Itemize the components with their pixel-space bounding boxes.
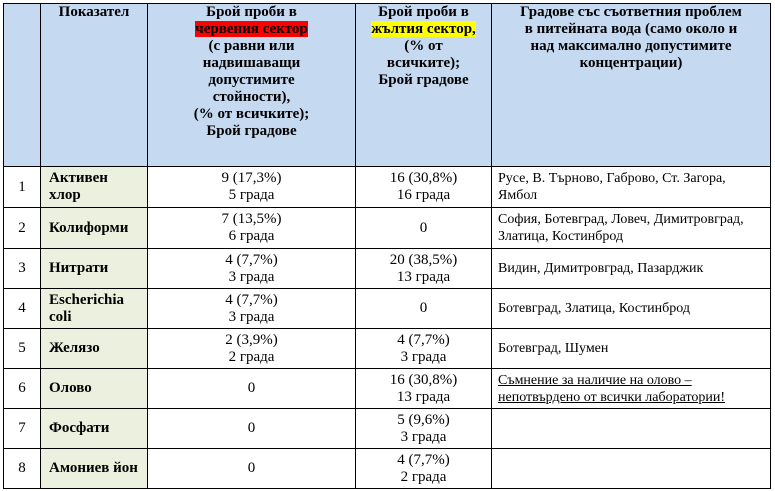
- yellow-sector-value: [356, 208, 492, 249]
- header-yellow-sector: [356, 4, 492, 167]
- header-cities-line: концентрации): [579, 55, 683, 71]
- header-red-rest-line: (с равни или: [208, 38, 295, 54]
- yellow-sector-value: [356, 289, 492, 329]
- indicator-name: Желязо: [41, 329, 148, 369]
- row-number: 5: [4, 329, 41, 369]
- header-red-sector: [148, 4, 356, 167]
- header-number: [4, 4, 41, 167]
- header-yellow-rest-line: всичките);: [386, 55, 461, 71]
- header-yellow-line1: Брой проби в: [378, 4, 469, 20]
- header-yellow-highlight: жълтия сектор,: [371, 21, 476, 37]
- yellow-sector-line: 3 града: [400, 348, 447, 365]
- red-sector-value: [148, 369, 356, 409]
- cities-list: [492, 249, 771, 289]
- cities-list: [492, 289, 771, 329]
- red-sector-line: 0: [247, 420, 256, 436]
- row-number: 1: [4, 167, 41, 208]
- header-red-highlight: червения сектор: [195, 21, 308, 37]
- red-sector-line: 9 (17,3%): [221, 170, 282, 186]
- row-number: 3: [4, 249, 41, 289]
- red-sector-line: 0: [247, 460, 256, 476]
- table-row: [4, 449, 771, 489]
- yellow-sector-value: [356, 449, 492, 489]
- red-sector-line: 0: [247, 380, 256, 396]
- red-sector-line: 4 (7,7%): [225, 251, 278, 268]
- header-red-rest-line: стойности),: [212, 89, 291, 105]
- cities-text: Ботевград, Златица, Костинброд: [498, 301, 691, 316]
- yellow-sector-line: 16 (30,8%): [389, 371, 458, 388]
- header-cities: [492, 4, 771, 167]
- red-sector-value: [148, 167, 356, 208]
- red-sector-line: 2 града: [228, 348, 275, 365]
- cities-list: [492, 329, 771, 369]
- row-number: 8: [4, 449, 41, 489]
- yellow-sector-value: [356, 409, 492, 449]
- cities-list: [492, 369, 771, 409]
- yellow-sector-value: [356, 167, 492, 208]
- red-sector-value: [148, 329, 356, 369]
- header-yellow-rest-line: (% от: [404, 38, 443, 54]
- indicator-name: Нитрати: [41, 249, 148, 289]
- row-number: 6: [4, 369, 41, 409]
- lead-note: Съмнение за наличие на олово – непотвърдено от всички лаборатории!: [498, 372, 726, 405]
- red-sector-value: [148, 289, 356, 329]
- table-row: [4, 369, 771, 409]
- indicator-name: Фосфати: [41, 409, 148, 449]
- yellow-sector-line: 0: [419, 219, 428, 236]
- indicator-name: Активен хлор: [41, 167, 148, 208]
- table-row: [4, 329, 771, 369]
- red-sector-value: [148, 409, 356, 449]
- header-indicator: Показател: [41, 4, 148, 167]
- row-number: 2: [4, 208, 41, 249]
- red-sector-line: 4 (7,7%): [225, 291, 278, 308]
- yellow-sector-line: 4 (7,7%): [397, 331, 450, 348]
- yellow-sector-line: 4 (7,7%): [397, 451, 450, 468]
- cities-list: [492, 208, 771, 249]
- header-cities-line: Градове със съответния проблем: [520, 4, 742, 20]
- header-red-rest-line: (% от всичките);: [193, 106, 310, 122]
- cities-list: [492, 167, 771, 208]
- indicator-name: Олово: [41, 369, 148, 409]
- header-cities-line: в питейната вода (само около и: [524, 21, 738, 37]
- red-sector-line: 5 града: [228, 187, 275, 203]
- table-row: [4, 167, 771, 208]
- yellow-sector-line: 2 града: [400, 468, 447, 485]
- water-quality-table: [3, 3, 771, 489]
- cities-list: [492, 449, 771, 489]
- row-number: 7: [4, 409, 41, 449]
- red-sector-line: 3 града: [228, 308, 275, 325]
- cities-text: Ботевград, Шумен: [498, 341, 609, 356]
- red-sector-line: 3 града: [228, 268, 275, 285]
- yellow-sector-line: 13 града: [396, 388, 451, 405]
- header-red-line1: Брой проби в: [206, 4, 297, 20]
- header-red-rest-line: Брой градове: [206, 123, 297, 139]
- red-sector-line: 6 града: [228, 228, 275, 244]
- red-sector-line: 2 (3,9%): [225, 331, 278, 348]
- yellow-sector-value: [356, 369, 492, 409]
- red-sector-value: [148, 208, 356, 249]
- table-row: [4, 249, 771, 289]
- yellow-sector-line: 0: [419, 300, 428, 316]
- header-cities-line: над максимално допустимите: [530, 38, 732, 54]
- row-number: 4: [4, 289, 41, 329]
- yellow-sector-value: [356, 329, 492, 369]
- yellow-sector-line: 16 (30,8%): [389, 170, 458, 186]
- header-red-rest-line: допустимите: [208, 72, 295, 88]
- cities-text: Видин, Димитровград, Пазарджик: [498, 261, 704, 276]
- yellow-sector-line: 20 (38,5%): [389, 251, 458, 268]
- header-yellow-rest-line: Брой градове: [378, 72, 469, 88]
- indicator-name: Колиформи: [41, 208, 148, 249]
- cities-text: София, Ботевград, Ловеч, Димитровград, Златица, Костинброд: [498, 212, 744, 244]
- cities-text: Русе, В. Търново, Габрово, Ст. Загора, Ямбол: [498, 171, 726, 203]
- table-row: [4, 289, 771, 329]
- indicator-name: Escherichia coli: [41, 289, 148, 329]
- yellow-sector-line: 13 града: [396, 268, 451, 285]
- header-red-rest-line: надвишаващи: [202, 55, 301, 71]
- yellow-sector-line: 5 (9,6%): [397, 411, 450, 428]
- indicator-name: Амониев йон: [41, 449, 148, 489]
- red-sector-value: [148, 449, 356, 489]
- yellow-sector-value: [356, 249, 492, 289]
- red-sector-line: 7 (13,5%): [221, 211, 282, 227]
- table-row: [4, 409, 771, 449]
- cities-list: [492, 409, 771, 449]
- red-sector-value: [148, 249, 356, 289]
- yellow-sector-line: 16 града: [396, 187, 451, 203]
- table-row: [4, 208, 771, 249]
- header-row: [4, 4, 771, 167]
- yellow-sector-line: 3 града: [400, 428, 447, 445]
